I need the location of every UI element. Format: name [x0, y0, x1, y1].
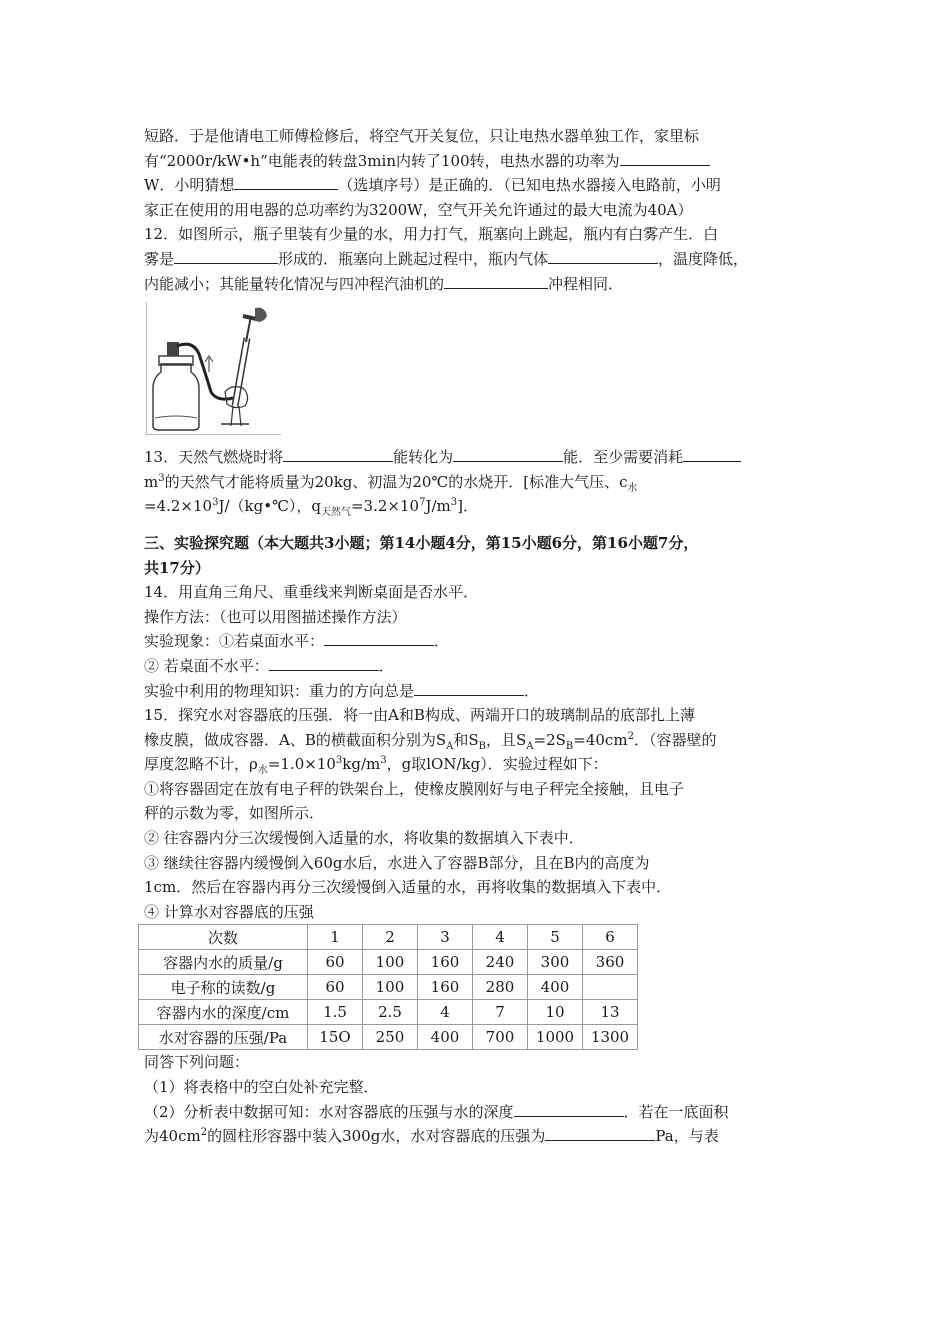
section-heading: 三、实验探究题（本大题共3小题；第14小题4分，第15小题6分，第16小题7分，: [144, 533, 699, 552]
answer-blank[interactable]: [234, 173, 338, 190]
table-cell: 3: [418, 925, 473, 950]
table-cell: 2: [363, 925, 418, 950]
q15-line-4: ①将容器固定在放有电子秤的铁架台上，使橡皮膜刚好与电子秤完全接触，且电子: [144, 779, 685, 798]
table-cell: 1000: [528, 1025, 583, 1050]
q15-line-3: 厚度忽略不计，$\rho_水=1.0\times 10^3kg/m^3$，g取lON/kg）．实验过程如下：: [144, 755, 608, 777]
answer-intro: 同答下列问题：: [144, 1053, 250, 1072]
table-cell: 容器内水的深度/cm: [139, 1000, 308, 1025]
bottle-pump-figure: [146, 302, 281, 435]
q13-line-3: $=4.2\times 10^3J/(kg•℃)$，$q_{天然气}=3.2\times 10^7J/m^3$]．: [144, 497, 478, 519]
table-cell: 300: [528, 950, 583, 975]
answer-blank[interactable]: [269, 654, 379, 671]
table-cell: 100: [363, 975, 418, 1000]
table-cell: 1300: [583, 1025, 638, 1050]
q11-line-3: W．小明猜想 （选填序号）是正确的．（已知电热水器接入电路前，小明: [144, 173, 812, 198]
table-cell-empty[interactable]: [583, 975, 638, 1000]
sub-question-2: （2）分析表中数据可知：水对容器底的压强与水的深度 ．若在一底面积: [144, 1100, 812, 1125]
exam-page: [144, 124, 812, 1149]
q12-line-3: 内能减小；其能量转化情况与四冲程汽油机的 冲程相同．: [144, 272, 812, 297]
q15-line-8: 1cm．然后在容器内再分三次缓慢倒入适量的水，再将收集的数据填入下表中．: [144, 878, 672, 897]
table-cell: 1.5: [308, 1000, 363, 1025]
table-row: [139, 1000, 638, 1025]
bottle-pump-illustration: [147, 302, 281, 434]
table-cell: 容器内水的质量/g: [139, 950, 308, 975]
table-cell: 100: [363, 950, 418, 975]
table-cell: 360: [583, 950, 638, 975]
table-cell: 水对容器的压强/Pa: [139, 1025, 308, 1050]
q15-line-5: 秤的示数为零，如图所示．: [144, 804, 325, 823]
answer-blank[interactable]: [683, 445, 741, 462]
table-cell: 400: [418, 1025, 473, 1050]
answer-blank[interactable]: [324, 629, 434, 646]
answer-blank[interactable]: [283, 445, 393, 462]
table-row: [139, 950, 638, 975]
table-cell: 4: [418, 1000, 473, 1025]
table-cell: 60: [308, 950, 363, 975]
table-cell: 10: [528, 1000, 583, 1025]
answer-blank[interactable]: [545, 1124, 655, 1141]
table-cell: 次数: [139, 925, 308, 950]
q11-line-2: 有“2000r/kW•h”电能表的转盘3min内转了100转，电热水器的功率为: [144, 149, 812, 174]
q14-line-2: 操作方法：（也可以用图描述操作方法）: [144, 607, 407, 626]
q15-line-1: 15．探究水对容器底的压强．将一由A和B构成、两端开口的玻璃制品的底部扎上薄: [144, 706, 695, 725]
table-cell: 280: [473, 975, 528, 1000]
q11-line-1: 短路．于是他请电工师傅检修后，将空气开关复位，只让电热水器单独工作，家里标: [144, 127, 700, 145]
answer-blank[interactable]: [174, 247, 278, 264]
table-cell: 7: [473, 1000, 528, 1025]
table-cell: 电子称的读数/g: [139, 975, 308, 1000]
q15-line-7: ③ 继续往容器内缓慢倒入60g水后，水进入了容器B部分，且在B内的高度为: [144, 853, 650, 872]
table-cell: 5: [528, 925, 583, 950]
table-header-row: [139, 925, 638, 950]
answer-blank[interactable]: [453, 445, 563, 462]
table-cell: 240: [473, 950, 528, 975]
q14-line-4: ② 若桌面不水平： ．: [144, 654, 812, 679]
answer-blank[interactable]: [620, 149, 710, 166]
q14-line-1: 14．用直角三角尺、重垂线来判断桌面是否水平．: [144, 583, 479, 602]
sub-question-2-cont: 为$40cm^2$的圆柱形容器中装入300g水，水对容器底的压强为 Pa，与表: [144, 1124, 812, 1149]
section-heading-cont: 共17分）: [144, 558, 210, 577]
data-table: [138, 924, 638, 1050]
sub-question-1: （1）将表格中的空白处补充完整．: [144, 1078, 379, 1097]
q12-line-1: 12．如图所示，瓶子里装有少量的水，用力打气，瓶塞向上跳起，瓶内有白雾产生．白: [144, 225, 719, 244]
table-cell: 160: [418, 950, 473, 975]
table-cell: 700: [473, 1025, 528, 1050]
table-cell: 4: [473, 925, 528, 950]
q13-line-2: $m^3$的天然气才能将质量为20kg、初温为20℃的水烧开．[标准大气压、$c_水$: [144, 472, 638, 494]
q11-line-4: 家正在使用的用电器的总功率约为3200W，空气开关允许通过的最大电流为40A）: [144, 200, 693, 219]
answer-blank[interactable]: [444, 272, 548, 289]
table-cell: 1: [308, 925, 363, 950]
q13-line-1: 13．天然气燃烧时将 能转化为 能．至少需要消耗: [144, 445, 812, 470]
q12-line-2: 雾是 形成的．瓶塞向上跳起过程中，瓶内气体 ，温度降低，: [144, 247, 812, 272]
table-cell: 13: [583, 1000, 638, 1025]
q14-line-5: 实验中利用的物理知识：重力的方向总是 ．: [144, 679, 812, 704]
q15-line-9: ④ 计算水对容器底的压强: [144, 902, 314, 921]
table-cell: 60: [308, 975, 363, 1000]
answer-blank[interactable]: [414, 679, 524, 696]
q15-line-2: 橡皮膜，做成容器．A、B的横截面积分别为$S_A$和$S_B$，且$S_A=2S_B=40cm^2$．（容器壁的: [144, 730, 717, 752]
table-cell: 250: [363, 1025, 418, 1050]
table-cell: 160: [418, 975, 473, 1000]
table-cell: 400: [528, 975, 583, 1000]
table-cell: 15O: [308, 1025, 363, 1050]
answer-blank[interactable]: [548, 247, 658, 264]
answer-blank[interactable]: [514, 1100, 624, 1117]
table-cell: 2.5: [363, 1000, 418, 1025]
table-row: [139, 1025, 638, 1050]
table-row: [139, 975, 638, 1000]
q14-line-3: 实验现象：①若桌面水平： ．: [144, 629, 812, 654]
q15-line-6: ② 往容器内分三次缓慢倒入适量的水，将收集的数据填入下表中．: [144, 829, 584, 848]
table-cell: 6: [583, 925, 638, 950]
